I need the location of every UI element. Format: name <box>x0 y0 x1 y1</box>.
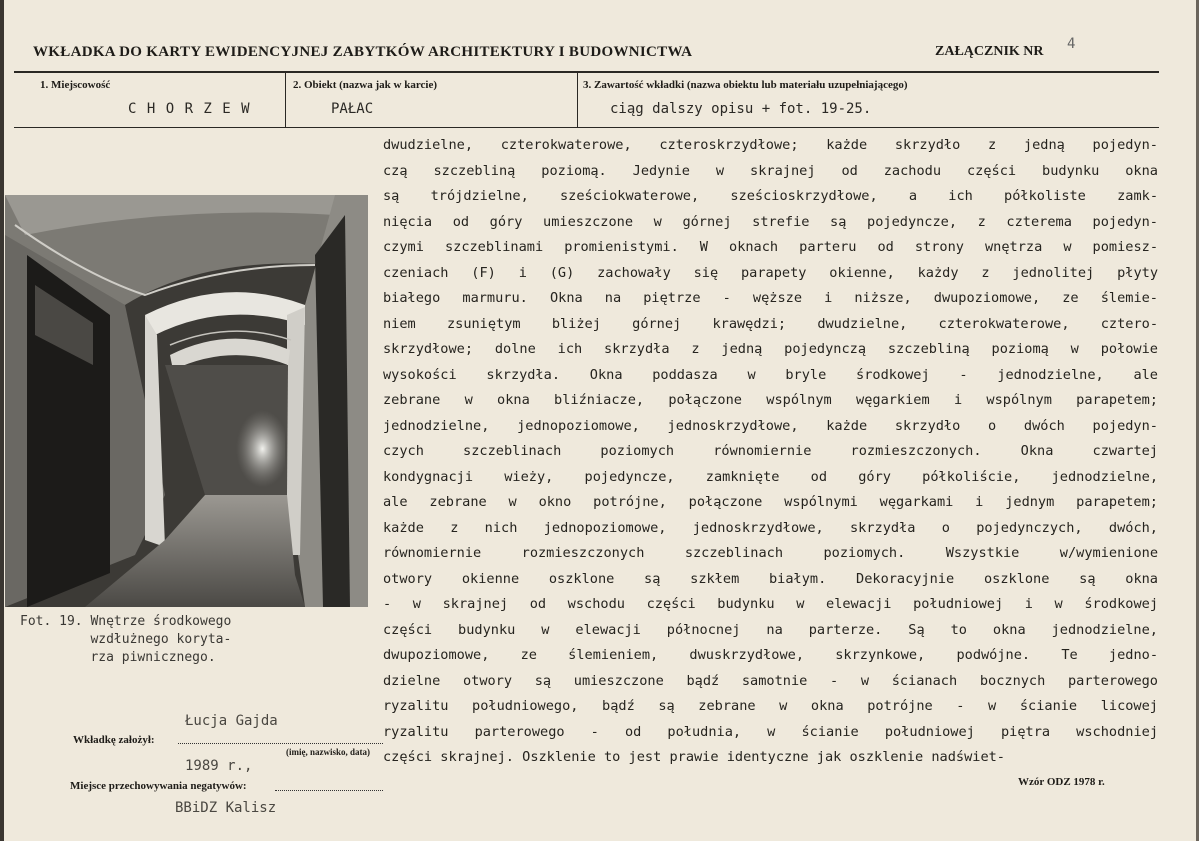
text-line: nięcia od góry umieszczone w górnej strefie są pojedyncze, z czterema pojedyn- <box>383 213 1158 230</box>
caption-line: Fot. 19. Wnętrze środkowego <box>20 614 232 629</box>
storage-label: Miejsce przechowywania negatywów: <box>70 780 247 792</box>
text-line: ryzalitu południowego, bądź są zebrane w okna potrójne - w ścianie licowej <box>383 698 1158 714</box>
attachment-number: 4 <box>1067 36 1076 52</box>
text-line: białego marmuru. Okna na piętrze - węższe i niższe, dwupoziomowe, ze ślemie- <box>383 290 1158 306</box>
corridor-photograph <box>5 195 368 607</box>
contents-value: ciąg dalszy opisu + fot. 19-25. <box>610 101 872 117</box>
date-value: 1989 r., <box>185 758 253 774</box>
place-value: C H O R Z E W <box>128 101 251 117</box>
text-line: są trójdzielne, sześciokwaterowe, sześcioskrzydłowe, a ich półkoliste zamk- <box>383 188 1158 204</box>
place-label: 1. Miejscowość <box>40 79 111 91</box>
text-line: otwory okienne oszklone są szkłem białym. Dekoracyjnie oszklone są okna <box>383 570 1158 587</box>
object-value: PAŁAC <box>331 101 374 117</box>
description-text <box>383 133 1158 771</box>
field-divider-2 <box>577 72 578 128</box>
form-title: WKŁADKA DO KARTY EWIDENCYJNEJ ZABYTKÓW ARCHITEKTURY I BUDOWNICTWA <box>33 44 693 60</box>
text-line: części budynku w elewacji północnej na parterze. Są to okna jednodzielne, <box>383 621 1158 638</box>
text-line: ale zebrane w okno potrójne, połączone wspólnymi węgarkami i jednym parapetem; <box>383 494 1158 510</box>
caption-line: wzdłużnego koryta- <box>20 632 232 647</box>
text-line: czą szczebliną poziomą. Jedynie w skrajnej od zachodu części budynku okna <box>383 162 1158 179</box>
header-rule-bottom <box>14 127 1159 128</box>
object-label: 2. Obiekt (nazwa jak w karcie) <box>293 79 438 91</box>
text-line: każde z nich jednopoziomowe, jednoskrzydłowe, skrzydła o pojedynczych, dwóch, <box>383 519 1158 536</box>
text-line: równomiernie rozmieszczonych szczeblinach poziomych. Wszystkie w/wymienione <box>383 545 1158 561</box>
author-line <box>178 743 383 744</box>
text-line: ryzalitu parterowego - od południa, w ścianie południowej piętra wschodniej <box>383 723 1158 740</box>
text-line: - w skrajnej od wschodu części budynku w elewacji południowej i w środkowej <box>383 596 1158 612</box>
text-line: niem zsuniętym bliżej górnej krawędzi; dwudzielne, czterokwaterowe, cztero- <box>383 315 1158 332</box>
caption-line: rza piwnicznego. <box>20 650 216 665</box>
text-line: dwupoziomowe, ze ślemieniem, dwuskrzydłowe, skrzynkowe, podwójne. Te jedno- <box>383 647 1158 663</box>
text-line: czymi szczeblinami promienistymi. W oknach parteru od strony wnętrza w pomiesz- <box>383 239 1158 255</box>
text-line: czych szczeblinach poziomych równomiernie rozmieszczonych. Okna czwartej <box>383 443 1158 459</box>
scan-edge-left <box>0 0 4 841</box>
text-line: zebrane w okna bliźniacze, połączone wspólnym węgarkiem i wspólnym parapetem; <box>383 392 1158 408</box>
text-line: skrzydłowe; dolne ich skrzydła z jedną pojedynczą szczebliną poziomą w połowie <box>383 341 1158 357</box>
contents-label: 3. Zawartość wkładki (nazwa obiektu lub materiału uzupełniającego) <box>583 79 908 91</box>
text-line: czeniach (F) i (G) zachowały się parapety okienne, każdy z jednolitej płyty <box>383 264 1158 281</box>
form-model: Wzór ODZ 1978 r. <box>1018 776 1105 788</box>
header-rule-top <box>14 71 1159 73</box>
attachment-label: ZAŁĄCZNIK NR <box>935 44 1044 59</box>
author-label: Wkładkę założył: <box>73 734 155 746</box>
author-hint: (imię, nazwisko, data) <box>286 747 370 757</box>
photo-caption <box>20 613 320 667</box>
text-line: dzielne otwory są umieszczone bądź samotnie - w ścianach bocznych parterowego <box>383 672 1158 689</box>
text-line: części skrajnej. Oszklenie to jest prawie identyczne jak oszklenie nadświet- <box>383 749 1005 765</box>
text-line: dwudzielne, czterokwaterowe, czteroskrzydłowe; każde skrzydło z jedną pojedyn- <box>383 137 1158 153</box>
text-line: kondygnacji wieży, pojedyncze, zamknięte od góry półkoliście, jednodzielne, <box>383 468 1158 485</box>
text-line: jednodzielne, jednopoziomowe, jednoskrzydłowe, każde skrzydło o dwóch pojedyn- <box>383 417 1158 434</box>
corridor-photo-image <box>5 195 368 607</box>
storage-line <box>275 790 383 791</box>
author-value: Łucja Gajda <box>185 713 278 729</box>
field-divider-1 <box>285 72 286 128</box>
storage-value: BBiDZ Kalisz <box>175 800 277 816</box>
text-line: wysokości skrzydła. Okna poddasza w bryle środkowej - jednodzielne, ale <box>383 366 1158 383</box>
